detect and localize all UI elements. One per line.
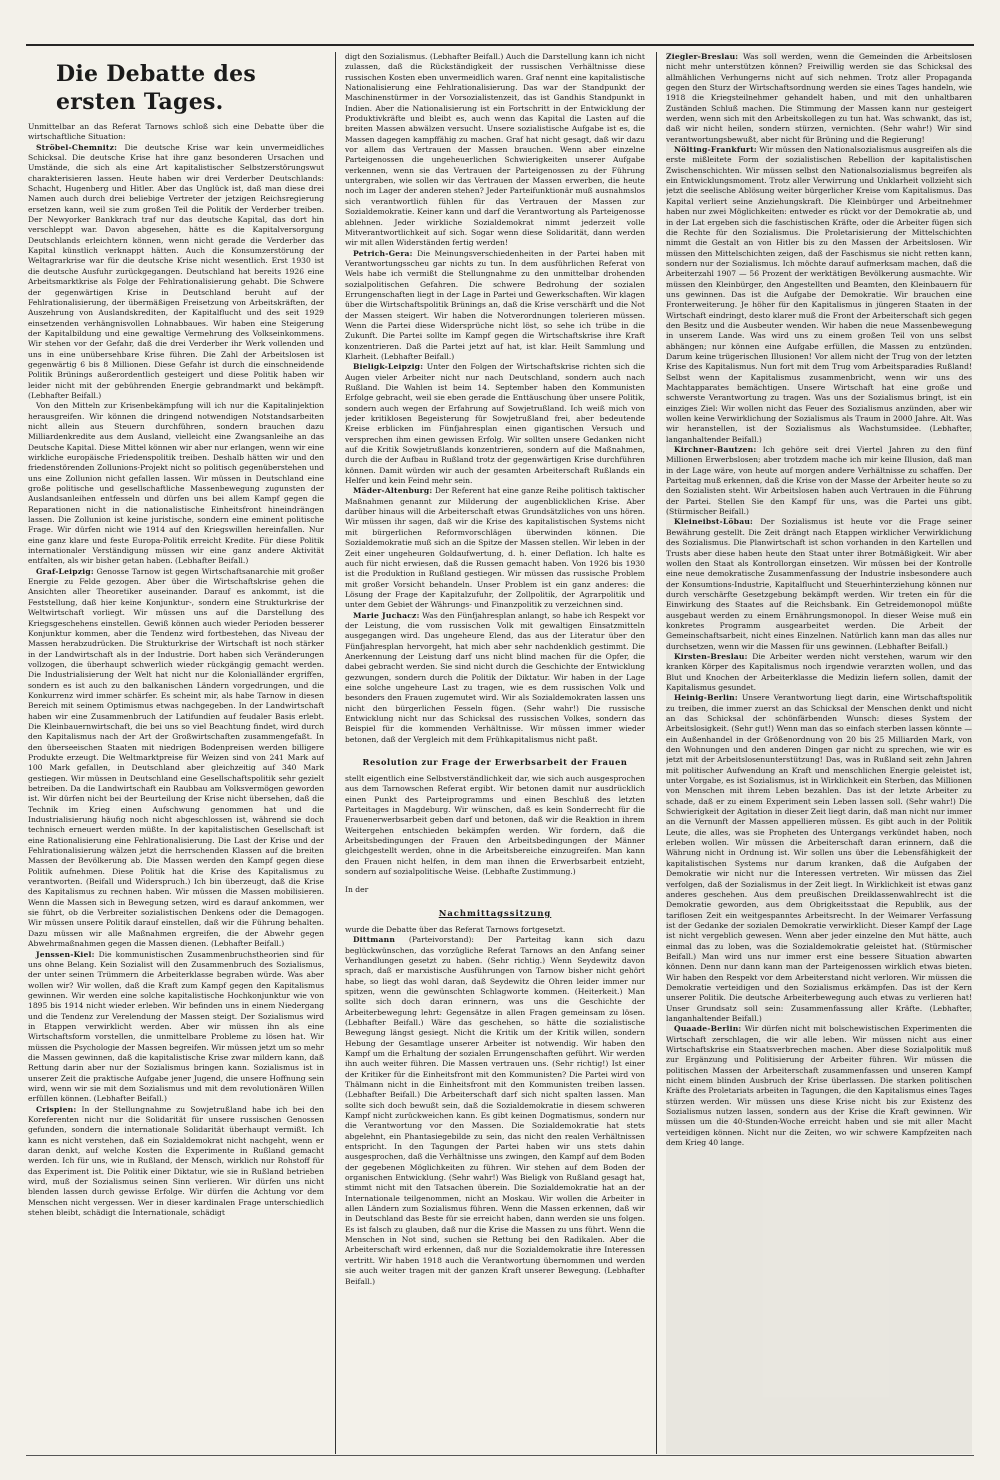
bottom-rule xyxy=(26,1455,974,1456)
column-1 xyxy=(28,52,324,1454)
column-divider xyxy=(656,52,657,1454)
paragraph xyxy=(666,145,972,445)
speaker-name: Kirchner-Bautzen: xyxy=(674,445,757,455)
article-headline: Die Debatte des ersten Tages. xyxy=(56,61,257,115)
resolution-text: stellt eigentlich eine Selbstverständlichkeit dar, wie sich auch ausgesprochen aus dem Tarnowschen Referat ergibt. Wir betonen damit nur ausdrücklich einen Punkt des Parteiprogramms und einen Beschluß des letzten Parteitages in Magdeburg. Wir wünschen, daß es kein Sonderrecht für die Frauenerwerbsarbeit geben darf und betonen, daß wir die Reaktion in ihrem Weitergehen entschieden bekämpfen werden. Wir fordern, daß die Arbeitsbedingungen der Frauen den Arbeitsbedingungen der Männer gleichgestellt werden, ohne in die Arbeitsbereiche einzugreifen. Man kann den Frauen nicht helfen, in dem man ihnen die Erwerbsarbeit entzieht, sondern auf sozialpolitische Weise. (Lebhafte Zustimmung.) xyxy=(345,774,645,877)
afternoon-session-title: Nachmittagssitzung xyxy=(438,907,552,918)
paragraph xyxy=(28,1105,324,1219)
speaker-name: Marie Juchacz: xyxy=(353,610,420,620)
afternoon-intro: wurde die Debatte über das Referat Tarnows fortgesetzt. xyxy=(345,924,566,934)
paragraph xyxy=(345,935,645,1287)
paragraph xyxy=(666,652,972,693)
paragraph xyxy=(28,143,324,402)
speaker-name: Mäder-Altenburg: xyxy=(353,486,433,496)
paragraph-text: Die Arbeiter werden nicht verstehen, warum wir den kranken Körper des Kapitalismus noch irgendwie verarzten wollen, und das Blut und Knochen der Arbeiterklasse die Medizin liefern sollen, damit der Kapitalismus gesundet. xyxy=(666,651,972,692)
paragraph xyxy=(28,567,324,950)
paragraph xyxy=(345,611,645,745)
paragraph xyxy=(28,950,324,1105)
paragraph-text: Wir dürfen nicht mit bolschewistischen Experimenten die Wirtschaft zerschlagen, die wir alle leben. Wir müssen nicht aus einer Wirtschaftskrise ein Staatsverbrechen machen. Aber diese Sozialpolitik muß zur Ergänzung und Politisierung der Arbeiter führen. Wir müssen die politischen Massen der Arbeiterschaft zusammenfassen und unseren Kampf nicht einem blinden Ausbruch der Krise überlassen. Die starken politischen Kräfte des Proletariats arbeiten in Tagungen, die den Kapitalismus eines Tages stürzen werden. Wir müssen uns diese Krise nicht bis zur Existenz des Sozialismus nutzen lassen, sondern aus der Krise die Kraft gewinnen. Wir müssen um die 40-Stunden-Woche erreicht haben und sie mit aller Macht verteidigen können. Nicht nur die Zeiten, wo wir schwere Kampfzeiten nach dem Krieg 40 lange. xyxy=(666,1024,972,1148)
paragraph-text: Der Sozialismus ist heute vor die Frage seiner Bewährung gestellt. Die Zeit drängt nach Etappen wirklicher Verwirklichung des Sozialismus. Die Planwirtschaft ist schon vorhanden in den Kartellen und Trusts aber diese haben heute den Staat unter ihrer Botmäßigkeit. Wir aber wollen den Staat als Kontrollorgan einsetzen. Wir müssen bei der Kontrolle eine neue demokratische Zusammenfassung der Industrie insbesondere auch der Konsumtions-Industrie, Kapitalflucht und Steuerhinterziehung können nur durch verschärfte Gesetzgebung bekämpft werden. Wir treten ein für die Einwirkung des Staates auf die Reichsbank. Ein Getreidemonopol müßte ausgebaut werden zu einem Ernährungsmonopol. In dieser Weise muß ein konkretes Programm ausgearbeitet werden. Die Arbeit der Gemeinschaftsarbeit, nicht eines Einzelnen. Natürlich kann man das alles nur durchsetzen, wenn wir die Massen für uns gewinnen. (Lebhafter Beifall.) xyxy=(666,517,972,651)
paragraph-text: Die Meinungsverschiedenheiten in der Partei haben mit Verantwortungsscheu gar nichts zu tun. In dem ausführlichen Referat von Wels habe ich vermißt die Stellungnahme zu den unmittelbar drohenden sozialpolitischen Gefahren. Die schwere Bedrohung der sozialen Errungenschaften liegt in der Lage in Partei und Gewerkschaften. Wir klagen über die Wirtschaftspolitik Brünings an, daß die Krise verschärft und die Not der Massen steigert. Wir haben die Notverordnungen tolerieren müssen. Wenn die Partei diese Widersprüche nicht löst, so sehe ich trübe in die Zukunft. Die Partei sollte im Kampf gegen die Wirtschaftskrise ihre Kraft konzentrieren. Daß die Partei jetzt auf hat, ist klar. Heilt Sammlung und Klarheit. (Lebhafter Beifall.) xyxy=(345,248,645,361)
top-rule xyxy=(26,44,974,46)
paragraph-text: Unsere Verantwortung liegt darin, eine Wirtschaftspolitik zu treiben, die immer zuerst an das Schicksal der Menschen denkt und nicht an das Schicksal der schönfärbenden Wunsch: dieses System der Arbeitslosigkeit. (Sehr gut!) Wenn man das so einfach sterben lassen könnte — ein Außenhandel in der Größenordnung von 20 bis 25 Milliarden Mark, von den Wohnungen und den anderen Dingen gar nicht zu sprechen, wie wir es jetzt mit der Arbeitslosenunterstützung! Das, was in Rußland seit zehn Jahren mit politischer Aufwendung an Kraft und menschlichen Energie geleistet ist, unter Vorgabe, es ist Sozialismus, ist in Wirklichkeit ein Sterben, das Millionen von Menschen mit ihrem Leben bezahlen. Das ist der letzte Arbeiter zu schade, daß er zu einem Experiment sein Leben lassen soll. (Sehr wahr!) Die Schwierigkeit der Agitation in dieser Zeit liegt darin, daß man nicht nur immer an die Vernunft der Massen appellieren müssen. Es gibt auch in der Politik Leute, die alles, was sie Propheten des Untergangs verkündet haben, noch erleben wollen. Wir müssen die Arbeiterschaft daran erinnern, daß die Währung nicht in Ordnung ist. Wir sollen uns über die Lebensfähigkeit der kapitalistischen Systems nur darum kranken, daß die Aufgaben der Demokratie wir nicht nur die Interessen vertreten. Wir müssen das Ziel verfolgen, daß der Sozialismus in der Zeit liegt. In Wirklichkeit ist etwas ganz anderes geschehen. Aus dem preußischen Dreiklassenwahlrecht ist die Demokratie geworden, aus dem Obrigkeitsstaat die Republik, aus der tariflosen Zeit ein weitgespanntes Arbeitsrecht. In der Weimarer Verfassung ist der Gedanke der sozialen Demokratie verwirklicht. Dieser Kampf der Lage ist nicht vergeblich gewesen. Wenn aber jeder einzelne den Mut hätte, auch einmal das zu loben, was die Sozialdemokratie geleistet hat. (Stürmischer Beifall.) Man wird uns nur immer erst eine bessere Situation abwarten können. Denn nur dann kann man der Parteigenossen wirklich etwas bieten. Wir haben den Respekt vor dem Arbeiterstand nicht verloren. Wir müssen die Demokratie verteidigen und den Sozialismus erkämpfen. Das ist der Kern unserer Politik. Die deutsche Arbeiterbewegung auch etwas zu verlieren hat! Unser Grundsatz soll sein: Zusammenfassung aller Kräfte. (Lebhafter, langanhaltender Beifall.) xyxy=(666,693,972,1023)
column-3 xyxy=(666,52,972,1454)
paragraph xyxy=(345,362,645,486)
article-intro: Unmittelbar an das Referat Tarnows schloß sich eine Debatte über die wirtschaftliche Situation: xyxy=(28,122,324,142)
paragraph-text: Die kommunistischen Zusammenbruchstheorien sind für uns ohne Belang. Kein Sozialist will den Zusammenbruch des Sozialismus, der unter seinen Trümmern die Arbeiterklasse begraben würde. Was aber wollen wir? Wir wollen, daß die Kraft zum Kampf gegen den Kapitalismus gewinnen. Wir werden eine solche kapitalistische Hochkonjunktur wie von 1895 bis 1914 nicht wieder erleben. Wir befinden uns in einem Niedergang und die Tendenz zur Verelendung der Massen steigt. Der Sozialismus wird in Etappen verwirklicht werden. Aber wir müssen ihn als eine Wirtschaftsform vorstellen, die unmittelbare Probleme zu lösen hat. Wir müssen die Psychologie der Massen begreifen. Wir müssen jetzt um so mehr die Massen gewinnen, daß die kapitalistische Krise zwar mildern kann, daß Rettung darin aber nur der Sozialismus bringen kann. Sozialismus ist in unserer Zeit die praktische Aufgabe jener Jugend, die unsere Hoffnung sein wird, wenn wir sie mit dem Sozialismus und mit dem revolutionären Willen erfüllen können. (Lebhafter Beifall.) xyxy=(28,949,324,1104)
resolution-title: Resolution zur Frage der Erwerbsarbeit der Frauen xyxy=(362,757,628,768)
speaker-name: Bieligk-Leipzig: xyxy=(353,362,424,372)
column-divider xyxy=(335,52,336,1454)
speaker-name: Ziegler-Breslau: xyxy=(666,52,739,61)
paragraph xyxy=(345,486,645,610)
speaker-name: Ströbel-Chemnitz: xyxy=(36,142,118,152)
speaker-name: Dittmann xyxy=(353,935,396,945)
speaker-name: Kleineibst-Löbau: xyxy=(674,517,754,527)
paragraph xyxy=(666,693,972,1024)
paragraph-text: (Parteivorstand): Der Parteitag kann sich dazu beglückwünschen, das vorzügliche Referat Tarnows an den Anfang seiner Verhandlungen gesetzt zu haben. (Sehr richtig.) Wenn Seydewitz davon sprach, daß er marxistische Ausführungen von Tarnow bisher nicht gehört habe, so liegt das wohl daran, daß Seydewitz die Ohren leider immer nur spitzen, wenn die gewünschten Schlagworte kommen. (Heiterkeit.) Man sollte sich doch daran erinnern, was uns die Geschichte der Arbeiterbewegung lehrt: Gegensätze in allen Fragen gemeinsam zu lösen. (Lebhafter Beifall.) Wäre das geschehen, so hätte die sozialistische Bewegung längst gesiegt. Nicht die Kritik um der Kritik willen, sondern Hebung der Gesamtlage unserer Arbeiter ist notwendig. Wir haben den Kampf um die Erhaltung der sozialen Errungenschaften geführt. Wir werden ihn auch weiter führen. Die Massen vertrauen uns. (Sehr richtig!) Ist einer der Kritiker für die Einheitsfront mit den Kommunisten? Die Partei wird von Thälmann nicht in die Einheitsfront mit den Kommunisten treiben lassen. (Lebhafter Beifall.) Die Arbeiterschaft darf sich nicht spalten lassen. Man sollte sich doch bewußt sein, daß die Sozialdemokratie in diesem schweren Kampf nicht zurückweichen kann. Es gibt keinen Dogmatismus, sondern nur die Verantwortung vor den Massen. Die Sozialdemokratie hat stets abgelehnt, ein Phantasiegebilde zu sein, das nicht den realen Verhältnissen entspricht. In den Tagungen der Partei haben wir uns stets dahin ausgesprochen, daß die Verhältnisse uns zwingen, den Kampf auf dem Boden der gegebenen Möglichkeiten zu führen. Wir stehen auf dem Boden der organischen Entwicklung. (Sehr wahr!) Was Bieligk von Rußland gesagt hat, stimmt nicht mit den Tatsachen überein. Die Sozialdemokratie hat an der Internationale teilgenommen, nicht an Moskau. Wir wollen die Arbeiter in allen Ländern zum Sozialismus führen. Wenn die Massen erkennen, daß wir in Deutschland das Beste für sie erreicht haben, dann werden sie uns folgen. Es ist falsch zu glauben, daß nur die Krise die Massen zu uns führt. Wenn die Menschen in Not sind, suchen sie Rettung bei den Radikalen. Aber die Arbeiterschaft wird erkennen, daß nur die Sozialdemokratie ihre Interessen vertritt. Wir haben 1918 auch die Verantwortung übernommen und werden sie auch weiter tragen mit der ganzen Kraft unserer Bewegung. (Lebhafter Beifall.) xyxy=(345,935,645,1286)
speaker-name: Kirsten-Breslau: xyxy=(674,651,748,661)
paragraph-text: Der Referent hat eine ganze Reihe politisch taktischer Maßnahmen genannt zur Milderung der augenblicklichen Krise. Aber darüber hinaus will die Arbeiterschaft etwas Grundsätzliches von uns hören. Wir müssen ihr sagen, daß wir die Krise des kapitalistischen Systems nicht mit bürgerlichen Reformvorschlägen überwinden können. Die Sozialdemokratie muß sich an die Spitze der Massen stellen. Wir leben in der Zeit einer ungeheuren Goldaufwertung, d. h. einer Deflation. Ich halte es auch für nicht erwiesen, daß die Russen gemacht haben. Von 1926 bis 1930 ist die Produktion in Rußland gestiegen. Wir müssen das russische Problem mit großer Vorsicht behandeln. Unser Problem ist ein ganz anderes: die Lösung der Frage der Kapitalzufuhr, der Zollpolitik, der Agrarpolitik und unter dem Gebiet der Währungs- und Finanzpolitik zu verzeichnen sind. xyxy=(345,486,645,610)
paragraph-text: Ich gehöre seit drei Viertel Jahren zu den fünf Millionen Erwerbslosen; aber trotzdem mache ich mir keine Illusion, daß man in der Lage wäre, von heute auf morgen andere Verhältnisse zu schaffen. Der Parteitag muß erkennen, daß die Krise von der Masse der Arbeiter heute so zu den Sozialisten steht. Wir Arbeitslosen haben auch Vertrauen in die Führung der Partei. Stellen Sie den Kampf für uns, was die Partei uns gibt. (Stürmischer Beifall.) xyxy=(666,445,972,517)
paragraph-text: Unter den Folgen der Wirtschaftskrise richten sich die Augen vieler Arbeiter nicht nur nach Deutschland, sondern auch nach Rußland. Die Wahlen ist beim 14. September haben den Kommunisten Erfolge gebracht, weil sie eben gerade die Enttäuschung über unsere Politik, sondern auch wegen der Erfahrung auf Sowjetrußland. Ich weiß mich von jeder kritiklosen Begeisterung für Sowjetrußland frei, aber bedeutende Kreise erblicken im Fünfjahresplan einen gigantischen Versuch und versprechen ihm einen gewissen Erfolg. Wir sollten unsere Gedanken nicht auf die Kritik Sowjetrußlands konzentrieren, sondern auf die Maßnahmen, durch die der Aufbau in Rußland trotz der gegenwärtigen Krise durchführen können. Damit würden wir auch der gesamten Arbeiterschaft Rußlands ein Helfer und kein Feind mehr sein. xyxy=(345,362,645,486)
paragraph xyxy=(666,445,972,517)
speaker-name: Petrich-Gera: xyxy=(353,248,413,258)
paragraph-text: Wir müssen den Nationalsozialismus ausgreifen als die erste mißleitete Form der sozialistischen Rebellion der kapitalistischen Zwischenschichten. Wir müssen selbst den Nationalsozialismus begreifen als ein Entwicklungsmoment. Trotz aller Verwirrung und Unklarheit vollzieht sich jetzt die seelische Ablösung weiter bürgerlicher Kreise vom Kapitalismus. Das Kapital verliert seine Anziehungskraft. Die Kleinbürger und Arbeitnehmer haben nur zwei Möglichkeiten: entweder es rückt vor der Demokratie ab, und in der Lat ergeben sich die faschistischen Kräfte, oder die Arbeiter fügen sich die Rechte für den Sozialismus. Die Proletarisierung der Mittelschichten nimmt die Gestalt an von Hitler bis zu den Massen der Arbeitslosen. Wir müssen den Mittelschichten zeigen, daß der Faschismus sie nicht retten kann, sondern nur der Sozialismus. Ich möchte darauf aufmerksam machen, daß die Arbeiterzahl 1907 — 56 Prozent der werktätigen Bevölkerung ausmachte. Wir müssen den Kleinbürger, den Angestellten und Beamten, den Kleinbauern für uns gewinnen. Das ist die Aufgabe der Demokratie. Wir brauchen eine Fronterweiterung. Je höher für den Kapitalismus in jüngeren Staaten in der Wirtschaft eindringt, desto klarer muß die Front der Arbeiterschaft sich gegen den Besitz und die Ausbeuter wenden. Wir haben die neue Massenbewegung in unserem Lande. Was wird uns zu einem großen Teil von uns selbst abhängen; nur können eine Aufgabe erfüllen, die Massen zu entzünden. Darum keine trügerischen Illusionen! Vor allem nicht der Trug von der letzten Krise des Kapitalismus. Nun fort mit dem Trug vom Arbeitsparadies Rußland! Selbst wenn der Kapitalismus zusammenbricht, wenn wir uns des Machtapparates bemächtigen. Unsere Wirtschaft hat eine große und schwerste Verantwortung zu tragen. Was uns der Sozialismus bringt, ist ein einziges Ziel: Wir wollen nicht das Feuer des Sozialismus anzünden, aber wir wollen keine Verwirklichung der Sozialismus als Traum in 2000 Jahre. Alt. Was wir heranstellen, ist der Sozialismus als Wachstumsidee. (Lebhafter, langanhaltender Beifall.) xyxy=(666,145,972,444)
paragraph-text: In der Stellungnahme zu Sowjetrußland habe ich bei den Koreferenten nicht nur die Solidarität für unsere russischen Genossen gefunden, sondern die internationale Solidarität überhaupt vermißt. Ich kann es nicht verstehen, daß ein Sozialdemokrat nicht nachgeht, wenn er daran denkt, auf welche Kosten die Experimente in Rußland gemacht werden. Ich für uns, wie in Rußland, der Mensch, wirklich nur Rohstoff für das Experiment ist. Die Politik einer Diktatur, wie sie in Rußland betrieben wird, muß der Sozialismus seinen Sinn verlieren. Wir dürfen uns nicht blenden lassen durch gewisse Erfolge. Wir dürfen die Achtung vor dem Menschen nicht vergessen. Wer in dieser kardinalen Frage unterschiedlich stehen bleibt, schädigt die Internationale, schädigt xyxy=(28,1104,324,1218)
paragraph xyxy=(666,52,972,145)
paragraph xyxy=(666,1024,972,1148)
speaker-name: Heinig-Berlin: xyxy=(674,693,738,703)
paragraph: Von den Mitteln zur Krisenbekämpfung will ich nur die Kapitalinjektion herausgreifen. Wir können die dringend notwendigen Notstandsarbeiten nicht allein aus Steuern durchführen, sondern brauchen dazu Milliardenkredite aus dem Ausland, vielleicht eine Zwangsanleihe an das Deutsche Kapital. Diese Mittel können wir aber nur erlangen, wenn wir eine wirkliche europäische Friedenspolitik treiben. Deshalb hätten wir und den friedenstörenden Zollunions-Projekt nicht so politisch gegenüberstehen und uns eine Zollunion nicht gefallen lassen. Wir müssen in Deutschland eine große politische und gesellschaftliche Massenbewegung zugunsten der Auslandsanleihen entfesseln und dürfen uns bei allem Kampf gegen die Reparationen nicht in die nationalistische Einheitsfront hineindrängen lassen. Die Zollunion ist keine juristische, sondern eine eminent politische Frage. Wir dürfen nicht wie 1914 auf den Kriegswillen hereinfallen. Nur eine ganz klare und feste Europa-Politik erreicht Kredite. Für diese Politik internationaler Verständigung müssen wir eine ganz andere Aktivität entfalten, als wir bisher getan haben. (Lebhafter Beifall.) xyxy=(28,401,324,566)
afternoon-lead: In der xyxy=(345,885,369,895)
paragraph-text: Was den Fünfjahresplan anlangt, so habe ich Respekt vor der Leistung, die vom russischen Volk mit gewaltigen Einsatzmitteln ausgegangen wird. Das ungeheure Elend, das aus der Literatur über den Fünfjahresplan hervorgeht, hat mich aber sehr nachdenklich gestimmt. Die Anerkennung der Leistung darf uns nicht blind machen für die Opfer, die dabei gebracht werden. Sie sind nicht durch die Geschichte der Entwicklung gezwungen, sondern durch die Politik der Diktatur. Wir haben in der Lage eine solche ungeheure Last zu tragen, wie es dem russischen Volk und besonders den Frauen zugemutet wird. Wir als Sozialdemokraten lassen uns nicht den bürgerlichen Fesseln fügen. (Sehr wahr!) Die russische Entwicklung nicht nur das Schicksal des russischen Volkes, sondern das Beispiel für die kommenden Verhältnisse. Wir müssen immer wieder betonen, daß der Vergleich mit dem Frühkapitalismus nicht paßt. xyxy=(345,610,645,744)
paragraph-text: Die deutsche Krise war kein unvermeidliches Schicksal. Die deutsche Krise hat ihre ganz besonderen Ursachen und Umstände, die sich als eine Art kapitalistischer Selbstzerstörungswut charakterisieren lassen. Heute haben wir drei Verderber Deutschlands: Schacht, Hugenberg und Hitler. Aber das Unglück ist, daß man diese drei Namen auch durch drei beliebige Vertreter der jetzigen Reichsregierung ersetzen kann, weil sie zum großen Teil die Politik der Verderber treiben. Der Newyorker Bankkrach traf nur das deutsche Kapital, das dort hin verschleppt war. Davon abgesehen, hätte es die Kapitalversorgung Deutschlands erleichtern können, wenn nicht gerade die Verderber das Kapital künstlich verknappt hätten. Auch die Konsumzerstörung der Weltagrarkrise war für die deutsche Krise nicht wesentlich. Erst 1930 ist die deutsche Ausfuhr zurückgegangen. Deutschland hat bereits 1926 eine Arbeitsmarktkrise als Folge der Fehlrationalisierung gehabt. Die Schwere der gegenwärtigen Krise in Deutschland beruht auf der Fehlrationalisierung, der übermäßigen Freisetzung von Arbeitskräften, der Auszehrung von Auslandskrediten, der Kapitalflucht und des seit 1929 einsetzenden verhängnisvollen Lohnabbaues. Wir haben eine Steigerung der Kapitalbildung und eine gewaltige Vermehrung des Volkseinkommens. Wir stehen vor der Gefahr, daß die drei Verderber ihr Werk vollenden und uns in eine unübersehbare Krise führen. Die Zahl der Arbeitslosen ist gegenwärtig 6 bis 8 Millionen. Diese Gefahr ist durch die einschneidende Politik Brünings außerordentlich gesteigert und diese Politik haben wir leider nicht mit der gebührenden Energie gebrandmarkt und bekämpft. (Lebhafter Beifall.) xyxy=(28,142,324,400)
speaker-name: Nölting-Frankfurt: xyxy=(674,145,757,155)
speaker-name: Crispien: xyxy=(36,1104,77,1114)
speaker-name: Graf-Leipzig: xyxy=(36,566,94,576)
speaker-name: Quaade-Berlin: xyxy=(674,1024,742,1034)
paragraph xyxy=(345,249,645,363)
speaker-name: Jenssen-Kiel: xyxy=(36,949,95,959)
paragraph: digt den Sozialismus. (Lebhafter Beifall.) Auch die Darstellung kann ich nicht zulassen, daß die Rückständigkeit der russischen Verhältnisse diese russischen Kosten eben unvermeidlich waren. Graf nennt eine kapitalistische Nationalisierung eine Fehlrationalisierung. Das war der Standpunkt der Maschinenstürmer in der Vorsozialistenzeit, das ist Gandhis Standpunkt in Indien. Aber die Nationalisierung ist ein Fortschritt in der Entwicklung der Produktivkräfte und bleibt es, auch wenn das Kapital die Lasten auf die breiten Massen abwälzen versucht. Unsere sozialistische Aufgabe ist es, die Massen dagegen kampffähig zu machen. Graf hat nicht gesagt, daß wir dazu vor allem das Vertrauen der Massen brauchen. Wenn aber einzelne Parteigenossen die ungeheuerlichen Schwierigkeiten unserer Aufgabe verkennen, wenn sie das Vertrauen der Parteigenossen zu der Führung untergraben, wie sollen wir das Vertrauen der Massen erwerben, die heute noch im Lager der anderen stehen? Jeder Parteifunktionär muß ausnahmslos sich verantwortlich fühlen für das Vertrauen der Massen zur Sozialdemokratie. Keiner kann und darf die Verantwortung als Parteigenosse ablehnen. Jeder wirkliche Sozialdemokrat nimmt jederzeit volle Mitverantwortlichkeit auf sich. Sogar wenn diese Solidarität, dann werden wir mit allen Widerständen fertig werden! xyxy=(345,52,645,248)
paragraph-text: Was soll werden, wenn die Gemeinden die Arbeitslosen nicht mehr unterstützen können? Freiwillig werden sie das Schicksal des allmählichen Verhungerns nicht auf sich nehmen. Trotz aller Propaganda gegen den Sturz der Wirtschaftsordnung werden sie eines Tages handeln, wie 1918 die Kriegsteilnehmer gehandelt haben, und mit den unhaltbaren Zuständen Schluß machen. Die Stimmung der Massen kann nur gesteigert werden, wenn sich mit den Arbeitskollegen zu tun hat. Was schwankt, das ist, daß wir nicht heilen, sondern stürzen, vernichten. (Sehr wahr!) Wir sind verantwortungsbewußt, aber nicht für Brüning und die Regierung! xyxy=(666,52,972,144)
paragraph-text: Genosse Tarnow ist gegen Wirtschaftsanarchie mit großer Energie zu Felde gezogen. Aber über die Wirtschaftskrise gehen die Ansichten aller Theoretiker auseinander. Darauf es ankommt, ist die Feststellung, daß hier keine Konjunktur-, sondern eine Strukturkrise der Weltwirtschaft vorliegt. Wir müssen uns auf die Darstellung des Kriegsgeschehens einstellen. Gewiß können auch wieder Perioden besserer Konjunktur kommen, aber die Tendenz wird fortbestehen, das Niveau der Massen herabzudrücken. Die Strukturkrise der Wirtschaft ist noch stärker in der Landwirtschaft als in der Industrie. Dort haben sich Veränderungen vollzogen, die überhaupt schwerlich wieder rückgängig gemacht werden. Die Industrialisierung der Welt hat nicht nur die Kolonialländer ergriffen, sondern es ist auch zu den balkanischen Ländern vorgedrungen, und die Konkurrenz wird immer schärfer. Es scheint mir, als habe Tarnow in diesen Bereich mit seinem Optimismus etwas nachgegeben. In der Landwirtschaft haben wir eine Zusammenbruch der Latifundien auf feudaler Basis erlebt. Die Kleinbauernwirtschaft, die bei uns so viel Beachtung findet, wird durch den Kapitalismus nach der Art der Großwirtschaften zusammengefaßt. In den überseeischen Staaten mit niedrigen Bodenpreisen werden billigere Produkte erzeugt. Die Weltmarktpreise für Weizen sind von 241 Mark auf 100 Mark gefallen, in Deutschland aber gleichzeitig auf 340 Mark gestiegen. Wir müssen in Deutschland eine Gesellschaftspolitik sehr gezielt betreiben. Da die Landwirtschaft ein Raubbau am Volksvermögen geworden ist. Wir dürfen nicht bei der Beurteilung der Krise nicht übersehen, daß die Technik im Krieg einen Aufschwung genommen hat und die Industrialisierung häufig noch nicht abgeschlossen ist, während sie doch technisch erneuert werden müßte. In der kapitalistischen Gesellschaft ist eine Rationalisierung eine Fehlrationalisierung. Die Last der Krise und der Fehlrationalisierung wälzen jetzt die herrschenden Klassen auf die breiten Massen der Bevölkerung ab. Die Massen werden den Kampf gegen diese Politik aufnehmen. Diese Politik hat die Krise des Kapitalismus zu verantworten. (Beifall und Widerspruch.) Ich bin überzeugt, daß die Krise des Kapitalismus zu rechnen haben. Wir müssen die Massen mobilisieren. Wenn die Massen sich in Bewegung setzen, wird es darauf ankommen, wer sie führt, ob die Verbreiter sozialistischen Denkens oder die Demagogen. Wir müssen unsere Politik darauf einstellen, daß wir die Führung behalten. Dazu müssen wir alle Maßnahmen ergreifen, die der Abwehr gegen Abwehrmaßnahmen gegen die Massen dienen. (Lebhafter Beifall.) xyxy=(28,566,324,949)
paragraph xyxy=(666,517,972,651)
column-2 xyxy=(345,52,645,1454)
